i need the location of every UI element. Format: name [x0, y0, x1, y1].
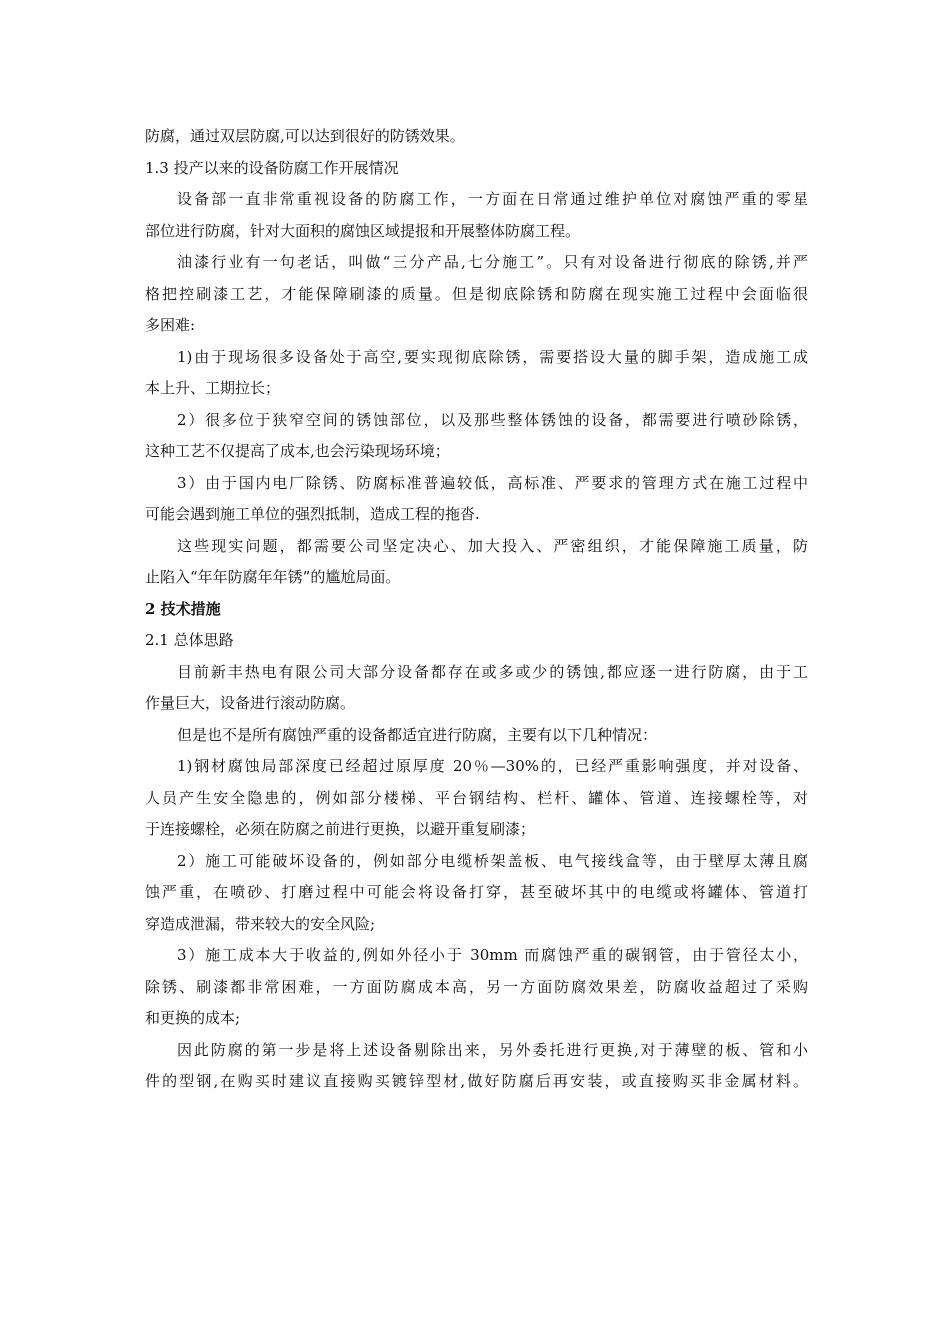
text-line: 2）施工可能破坏设备的，例如部分电缆桥架盖板、电气接线盒等，由于壁厚太薄且腐 [177, 851, 808, 870]
text-line: 可能会遇到施工单位的强烈抵制，造成工程的拖沓. [145, 505, 480, 523]
text-line: 人员产生安全隐患的，例如部分楼梯、平台钢结构、栏杆、罐体、管道、连接螺栓等，对 [145, 788, 808, 807]
text-line: 因此防腐的第一步是将上述设备剔除出来，另外委托进行更换,对于薄壁的板、管和小 [177, 1040, 808, 1059]
text-line: 这种工艺不仅提高了成本,也会污染现场环境； [145, 442, 450, 460]
text-line: 止陷入“年年防腐年年锈”的尴尬局面。 [145, 568, 401, 586]
text-line: 蚀严重，在喷砂、打磨过程中可能会将设备打穿，甚至破坏其中的电缆或将罐体、管道打 [145, 883, 808, 901]
text-line: 2.1 总体思路 [145, 631, 234, 649]
text-line: 和更换的成本; [145, 1009, 241, 1027]
text-line: 于连接螺栓，必须在防腐之前进行更换，以避开重复刷漆； [145, 820, 536, 838]
text-line: 多困难: [145, 316, 196, 334]
text-line: 本上升、工期拉长； [145, 379, 281, 397]
text-line: 油漆行业有一句老话，叫做“三分产品,七分施工”。只有对设备进行彻底的除锈,并严 [177, 253, 808, 271]
text-line: 1)由于现场很多设备处于高空,要实现彻底除锈，需要搭设大量的脚手架，造成施工成 [177, 347, 808, 366]
text-line: 穿造成泄漏，带来较大的安全风险; [145, 914, 376, 933]
text-line: 作量巨大，设备进行滚动防腐。 [145, 694, 356, 712]
text-line: 格把控刷漆工艺，才能保障刷漆的质量。但是彻底除锈和防腐在现实施工过程中会面临很 [145, 284, 808, 303]
text-line: 3）由于国内电厂除锈、防腐标准普遍较低，高标准、严要求的管理方式在施工过程中 [177, 473, 808, 492]
document-body [145, 121, 808, 1098]
text-line: 2）很多位于狭窄空间的锈蚀部位，以及那些整体锈蚀的设备，都需要进行喷砂除锈， [177, 410, 808, 429]
text-line: 除锈、刷漆都非常困难，一方面防腐成本高，另一方面防腐效果差，防腐收益超过了采购 [145, 977, 808, 996]
section-heading: 2 技术措施 [145, 599, 221, 618]
text-line: 1.3 投产以来的设备防腐工作开展情况 [145, 158, 399, 177]
text-line: 部位进行防腐，针对大面积的腐蚀区域提报和开展整体防腐工程。 [145, 221, 581, 240]
text-line: 3）施工成本大于收益的,例如外径小于 30mm 而腐蚀严重的碳钢管，由于管径太小， [177, 946, 808, 964]
text-line: 这些现实问题，都需要公司坚定决心、加大投入、严密组织，才能保障施工质量，防 [177, 536, 808, 555]
text-line: 目前新丰热电有限公司大部分设备都存在或多或少的锈蚀,都应逐一进行防腐，由于工 [177, 662, 808, 681]
text-line: 1)钢材腐蚀局部深度已经超过原厚度 20％—30%的，已经严重影响强度，并对设备、 [177, 757, 808, 775]
text-line: 设备部一直非常重视设备的防腐工作，一方面在日常通过维护单位对腐蚀严重的零星 [177, 190, 808, 208]
text-line: 但是也不是所有腐蚀严重的设备都适宜进行防腐，主要有以下几种情况： [177, 725, 658, 744]
text-line: 防腐，通过双层防腐,可以达到很好的防锈效果。 [145, 127, 465, 145]
text-line: 件的型钢,在购买时建议直接购买镀锌型材,做好防腐后再安装，或直接购买非金属材料。 [145, 1072, 808, 1090]
